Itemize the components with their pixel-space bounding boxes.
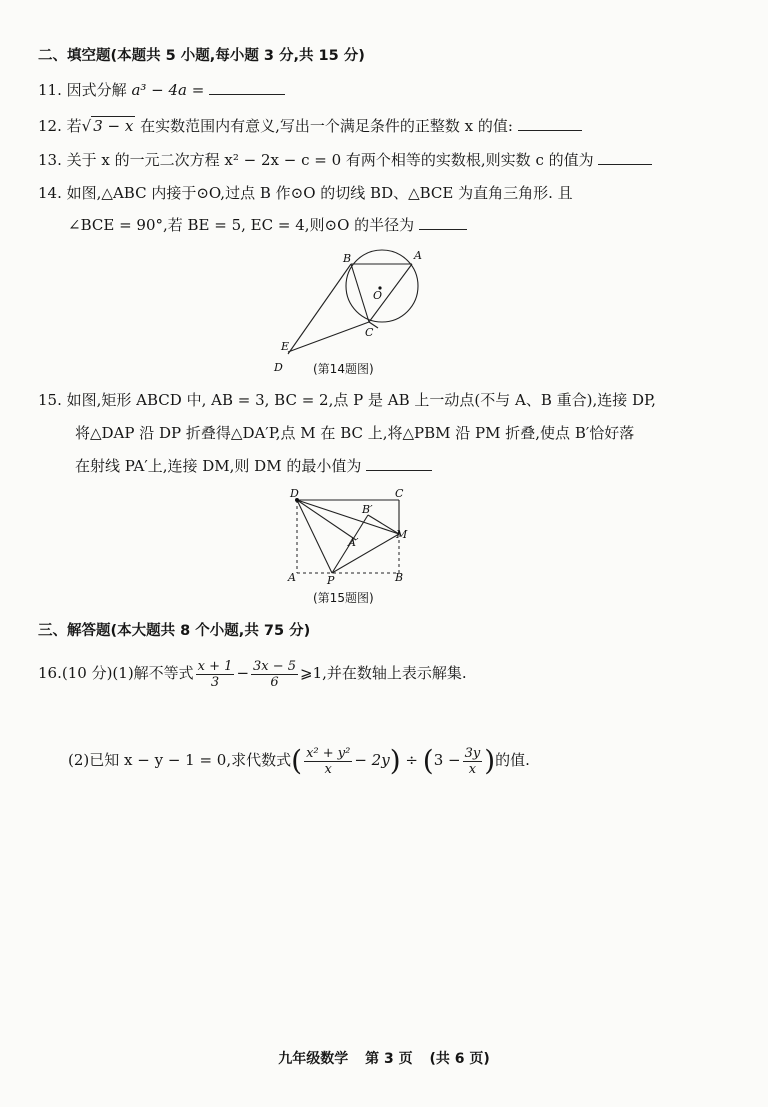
label-c: C bbox=[365, 326, 374, 339]
question-text: 如图,矩形 ABCD 中, AB = 3, BC = 2,点 P 是 AB 上一动点(不与 A、B 重合),连接 DP, bbox=[66, 391, 656, 409]
question-number: 11. bbox=[38, 81, 62, 99]
question-15-line-1 bbox=[38, 390, 656, 410]
label-o: O bbox=[373, 289, 383, 302]
question-text: ∠BCE = 90°,若 BE = 5, EC = 4,则⊙O 的半径为 bbox=[68, 216, 415, 234]
right-paren: ) bbox=[484, 744, 496, 777]
circle-o bbox=[346, 250, 418, 322]
question-text: 在实数范围内有意义,写出一个满足条件的正整数 x 的值: bbox=[140, 117, 513, 135]
footer-subject: 九年级数学 bbox=[278, 1051, 349, 1067]
label-a: A bbox=[414, 249, 422, 262]
question-number: 13. bbox=[38, 151, 62, 169]
fraction-numerator: x² + y² bbox=[306, 745, 351, 761]
operator-divide: ÷ bbox=[405, 751, 418, 769]
fraction-2 bbox=[251, 659, 298, 690]
label-b: B bbox=[395, 571, 404, 584]
footer-total-pages: (共 6 页) bbox=[429, 1051, 490, 1067]
math-term: 3 − bbox=[433, 751, 461, 769]
page-footer bbox=[0, 1048, 768, 1068]
label-a-prime: A′ bbox=[348, 536, 359, 549]
math-expression: a³ − 4a = bbox=[131, 81, 205, 99]
fraction-numerator: x + 1 bbox=[197, 658, 233, 674]
question-text: 的值. bbox=[495, 751, 530, 769]
fraction-1 bbox=[196, 659, 235, 690]
fraction-numerator: 3x − 5 bbox=[253, 658, 297, 674]
question-number: 16. bbox=[38, 664, 62, 682]
math-term: − 2y bbox=[354, 751, 390, 769]
operator-minus: − bbox=[236, 664, 250, 682]
segment-da1 bbox=[297, 500, 356, 540]
label-d: D bbox=[274, 361, 283, 374]
question-14-line-2 bbox=[68, 215, 467, 235]
question-16-part-1 bbox=[38, 656, 467, 690]
label-d: D bbox=[290, 487, 299, 500]
question-11 bbox=[38, 80, 285, 100]
question-14-line-1 bbox=[38, 183, 573, 203]
question-16-part-2 bbox=[68, 742, 530, 779]
fraction-numerator: 3y bbox=[464, 745, 481, 761]
answer-blank[interactable] bbox=[366, 456, 432, 471]
question-15-line-3 bbox=[75, 456, 432, 476]
question-text: (10 分)(1)解不等式 bbox=[61, 664, 194, 682]
question-15-line-2 bbox=[75, 423, 634, 443]
figure-14-caption: (第14题图) bbox=[313, 362, 374, 376]
fraction-denominator: 6 bbox=[270, 674, 279, 690]
label-c: C bbox=[395, 487, 404, 500]
segment-pm bbox=[332, 534, 399, 573]
segment-dm bbox=[297, 500, 399, 534]
footer-page-number: 第 3 页 bbox=[365, 1051, 413, 1067]
label-a: A bbox=[288, 571, 296, 584]
sqrt-sign: √ bbox=[81, 117, 92, 135]
question-number: 14. bbox=[38, 184, 62, 202]
question-text: 如图,△ABC 内接于⊙O,过点 B 作⊙O 的切线 BD、△BCE 为直角三角形. 且 bbox=[66, 184, 573, 202]
question-prefix: 若 bbox=[66, 117, 82, 135]
fraction-denominator: x bbox=[324, 761, 332, 777]
answer-blank[interactable] bbox=[209, 80, 285, 95]
answer-blank[interactable] bbox=[598, 150, 652, 165]
section-heading-solutions: 三、解答题(本大题共 8 个小题,共 75 分) bbox=[38, 623, 311, 639]
question-text: (2)已知 x − y − 1 = 0,求代数式 bbox=[68, 751, 292, 769]
fraction-3 bbox=[304, 746, 352, 777]
question-number: 12. bbox=[38, 117, 62, 135]
fraction-denominator: x bbox=[468, 761, 477, 777]
left-paren: ( bbox=[291, 744, 303, 777]
fraction-denominator: 3 bbox=[210, 674, 220, 690]
question-number: 15. bbox=[38, 391, 62, 409]
question-text: ⩾1,并在数轴上表示解集. bbox=[300, 664, 467, 682]
right-paren: ) bbox=[389, 744, 401, 777]
segment-dp bbox=[297, 500, 332, 573]
label-m: M bbox=[396, 528, 408, 541]
left-paren: ( bbox=[422, 744, 434, 777]
label-b-prime: B′ bbox=[362, 503, 373, 516]
question-13 bbox=[38, 150, 652, 170]
answer-blank[interactable] bbox=[419, 215, 467, 230]
answer-blank[interactable] bbox=[518, 116, 582, 131]
section-heading-fill-in: 二、填空题(本题共 5 小题,每小题 3 分,共 15 分) bbox=[38, 48, 365, 64]
segment-b1m bbox=[368, 515, 399, 534]
label-p: P bbox=[327, 574, 335, 587]
question-text: 在射线 PA′上,连接 DM,则 DM 的最小值为 bbox=[75, 457, 362, 475]
figure-14 bbox=[270, 244, 430, 378]
segment-bc bbox=[351, 264, 369, 322]
figure-15 bbox=[282, 484, 422, 590]
fraction-4 bbox=[463, 746, 483, 777]
radical-expression: 3 − x bbox=[93, 117, 134, 135]
question-text: 关于 x 的一元二次方程 x² − 2x − c = 0 有两个相等的实数根,则实数 c 的值为 bbox=[66, 151, 594, 169]
label-b: B bbox=[343, 252, 352, 265]
label-e: E bbox=[281, 340, 290, 353]
question-text: 将△DAP 沿 DP 折叠得△DA′P,点 M 在 BC 上,将△PBM 沿 PM 折叠,使点 B′恰好落 bbox=[75, 424, 635, 442]
question-text: 因式分解 bbox=[66, 81, 127, 99]
question-12 bbox=[38, 116, 582, 136]
figure-15-caption: (第15题图) bbox=[313, 591, 374, 605]
